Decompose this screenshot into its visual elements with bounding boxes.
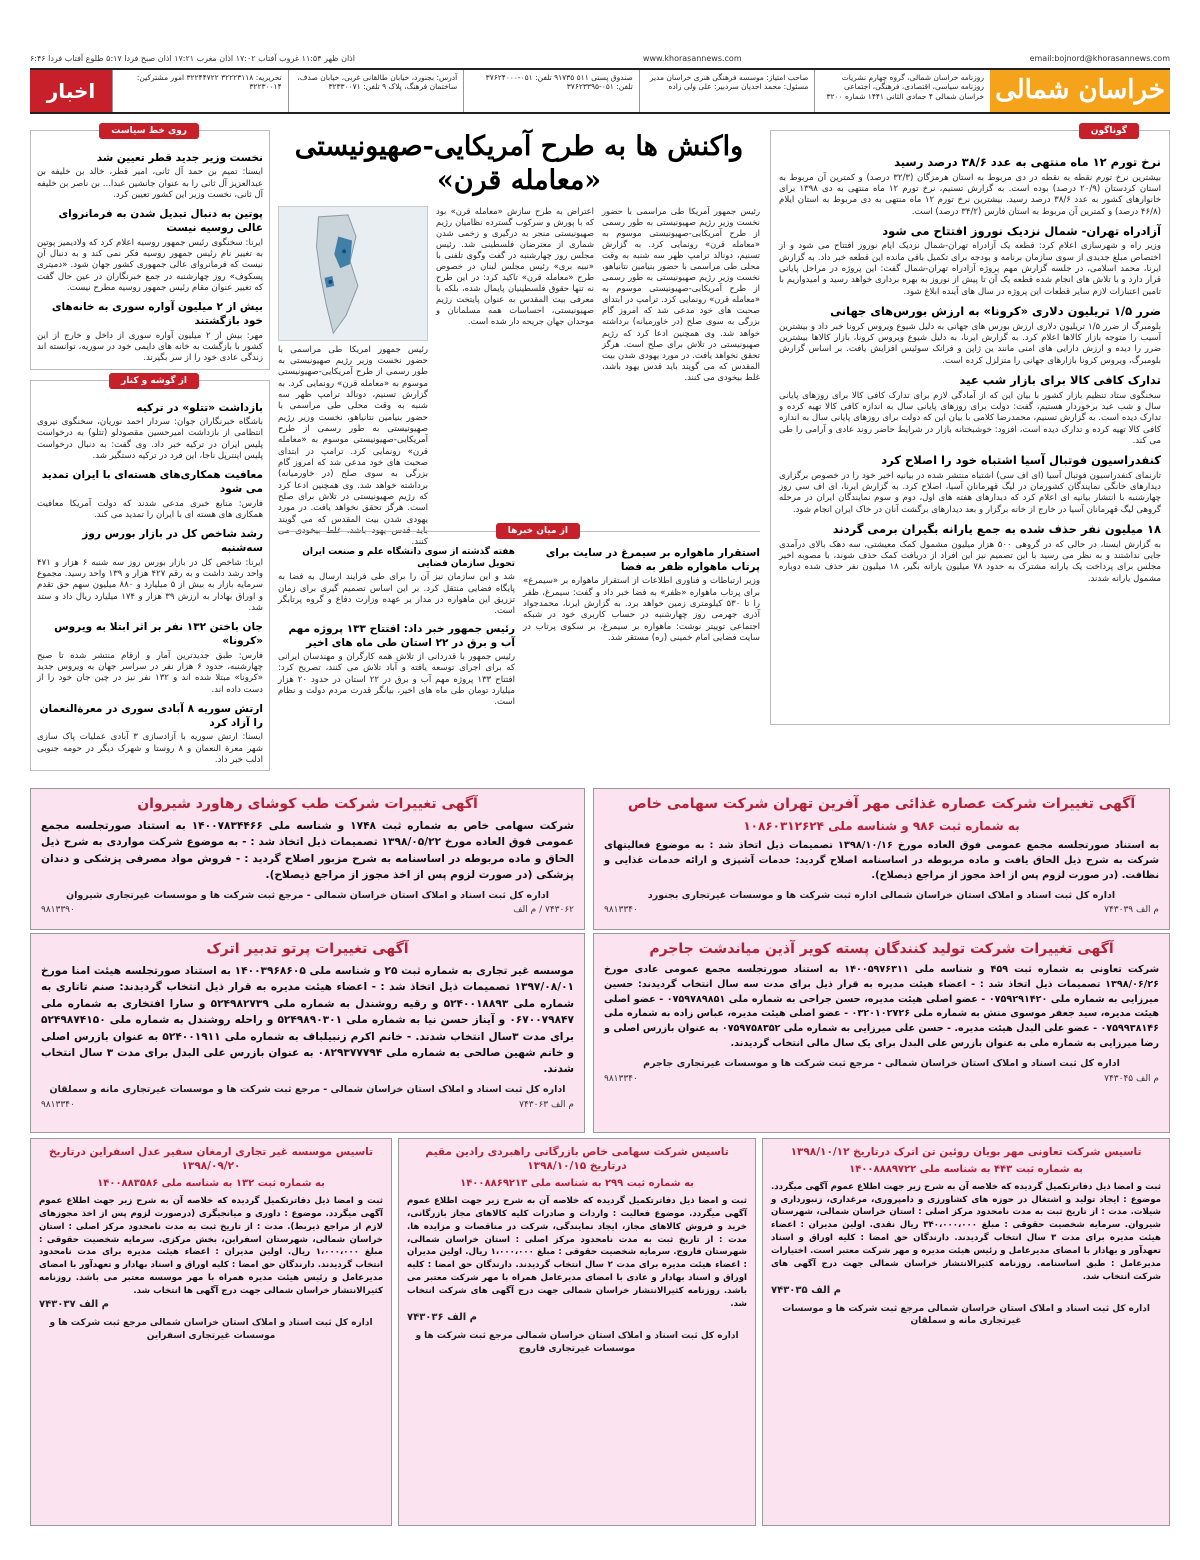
map-figure [278, 206, 428, 341]
news-body: به گزارش ایسنا، در حالی که در گروهی ۵۰۰ هزار میلیون مشمول کمک معیشتی، سه دهک بالای درآمدی جایی نداشتند و به نظر می رسید با این تصمیم نیز این افراد از دریافت کمک حذف شوند، با مصوبه اخیر مجلس برای پرداخت یک یارانه مشترک به حدود ۷۸ میلیون یارانه بگیر، ۱۸ میلیون نفر حذف شده دوباره مشمول یارانه شدند. [779, 539, 1162, 584]
news-body: وزیر راه و شهرسازی اعلام کرد: قطعه یک آزادراه تهران-شمال نزدیک ایام نوروز افتتاح می شود و از اختصاص مبلغ جدیدی از سوی سازمان برنامه و بودجه برای تکمیل باقی مانده این قطعه خبر داد. به گزارش ایرنا، محمد اسلامی، در جلسه گزارش مهم پروژه آزادراه تهران-شمال گفت: این پروژه در مراحل پایانی قرار دارد و با تلاش های انجام شده قطعه یک آن تا پیش از نوروز به بهره برداری خواهد رسید و امیدواریم با تامین اعتبارات لازم سایر قطعات این پروژه در سال های آینده ابلاغ شود. [779, 241, 1161, 297]
ad-footer: اداره کل ثبت اسناد و املاک استان خراسان شمالی اداره ثبت شرکت ها و موسسات غیرتجاری بجنورد [647, 889, 1116, 901]
ad-osareh-mehrafarin [593, 788, 1170, 930]
masthead [30, 68, 1170, 114]
ad-tracking: ۹۸۱۳۳۴۰ [604, 1073, 638, 1084]
masthead-info-5: تحریریه: ۳۲۲۲۳۱۱۸ ۳۲۲۴۴۷۲۲ امور مشترکین: ۳۲۲۳۰۰۱۴ [112, 70, 288, 112]
lead-headline[interactable]: واکنش ها به طرح آمریکایی-صهیونیستی [294, 131, 744, 162]
news-headline[interactable]: پوتین به دنبال تبدیل شدن به فرمانروای عالی روسیه نیست [58, 208, 263, 235]
ad-code: م الف ۷۴۳۰۴۵ [1104, 1073, 1159, 1084]
section-title: اخبار [46, 78, 96, 103]
ad-meta [41, 904, 574, 916]
ad-signature: اداره کل ثبت اسناد و املاک استان خراسان شمالی مرجع ثبت شرکت ها و موسسات غیرتجاری اسفراین [49, 1318, 373, 1341]
ad-radin-moghim [398, 1138, 756, 1526]
news-body: ایسنا: ارتش سوریه با آزادسازی ۳ آبادی عملیات پاک سازی شهر معرة النعمان و ۸ روستا و شهرک دیگر در حومه جنوبی ادلب خبر داد. [37, 732, 263, 766]
ad-code: م الف ۷۴۳۰۳۷ [39, 1298, 110, 1310]
ad-body: شرکت تعاونی به شماره ثبت ۴۵۹ و شناسه ملی ۱۴۰۰۵۹۷۶۳۱۱ به استناد صورتجلسه مجمع عمومی عادی مورخ ۱۳۹۸/۰۶/۲۶ تصمیمات ذیل اتخاذ شد : - اعضاء هیئت مدیره به قرار ذیل برای مدت سه سال انتخاب گردیدند: حسین میرزایی به شماره ملی ۰۷۵۹۲۹۱۴۲۰ - عضو اصلی هیئت مدیره، حسن جراحی به شماره ملی ۰۷۵۹۷۸۹۸۵۱ - عضو اصلی هیئت مدیره، سید جعفر موسوی منش به شماره ملی ۰۳۲۰۱۰۲۷۲۶ - عضو اصلی هیئت مدیره، عباس زاده به شماره ملی ۰۷۵۹۹۳۸۱۴۶ - عضو علی البدل هیئت مدیره. - حسن علی میرزایی به شماره ملی ۰۷۵۹۷۵۸۳۵۲ به عنوان بازرس اصلی و رضا میرزایی به شماره ملی به عنوان بازرس علی البدل برای یک سال مالی انتخاب گردیدند. [604, 963, 1160, 1050]
ad-tebkousha [30, 788, 585, 930]
news-headline[interactable]: آزادراه تهران- شمال نزدیک نوروز افتتاح می شود [882, 223, 1161, 238]
news-headline[interactable]: تدارک کافی کالا برای بازار شب عید [959, 373, 1161, 388]
in-brief-kicker: از میان خبرها [496, 523, 580, 539]
website[interactable]: www.khorasannews.com [642, 53, 742, 63]
ad-code: م الف ۷۴۳۰۳۶ [407, 1311, 478, 1323]
ad-tracking: ۹۸۱۳۳۹۰ [41, 905, 75, 916]
brief-headline[interactable]: استقرار ماهواره بر سیمرغ در سایت برای پرتاب ماهواره ظفر به فضا [545, 547, 760, 574]
ad-title: آگهی تغییرات شرکت طب کوشای رهاورد شیروان [137, 796, 478, 812]
news-headline[interactable]: بازداشت «تتلو» در ترکیه [136, 401, 263, 414]
masthead-info-1: روزنامه خراسان شمالی، گروه چهارم نشریات روزنامه سیاسی، اقتصادی، فرهنگی، اجتماعی خراسان شمالی ۴ جمادی الثانی ۱۴۴۱ شماره ۳۲۰۰ [814, 70, 990, 112]
news-item [779, 373, 1161, 447]
brief-col-right [523, 542, 760, 709]
ad-code: ۷۴۳۰۶۲ / م الف [513, 905, 574, 916]
masthead-info-3: صندوق پستی ۵۱۱ ۹۱۷۳۵ تلفن: ۰۵۱-۳۷۶۲۴۰۰۰ تلفن: ۰۵۱-۳۷۶۲۳۳۹۵ [463, 70, 639, 112]
ad-meta [604, 1073, 1159, 1085]
lead-subheadline: «معامله قرن» [436, 164, 602, 196]
section-label [30, 70, 112, 112]
ad-meta [41, 1099, 574, 1111]
news-headline[interactable]: بیش از ۲ میلیون آواره سوری به خانه‌های خود بازگشتند [51, 301, 263, 328]
ad-title: تاسیس شرکت تعاونی مهر بویان روئین تن اترک درتاریخ ۱۳۹۸/۱۰/۱۲ [790, 1146, 1142, 1158]
brief-body: رئیس جمهور با قدردانی از تلاش همه کارگران و مهندسان ایرانی که برای اجرای توسعه یافته و آباد تلاش می کنند، تصریح کرد: افتتاح ۱۳۳ پروژه مهم آب و برق در ۲۲ استان در حدود ۲۰ هزار میلیارد تومان طی ماه های اخیر، بیانگر قدرت مردم دولت و نظام است. [278, 652, 515, 708]
ad-body: ثبت و امضا ذیل دفاترتکمیل گردیده که خلاصه آن به شرح زیر جهت اطلاع عموم آگهی میگردد. موضوع : داوری و میانجیگری (درصورت لزوم پس از اخذ مجوزهای لازم از مراجع ذیربط). مدت : از تاریخ ثبت به مدت نامحدود مرکز اصلی : استان خراسان شمالی، شهرستان اسفراین، بخش مرکزی. سرمایه شخصیت حقوقی : مبلغ ۱،۰۰۰،۰۰۰ ریال. اولین مدیران : اعضاء هیئت مدیره برای مدت نامحدود انتخاب گردیدند. دارندگان حق امضا : کلیه اوراق و اسناد بهادار و تعهدآور با امضای مدیرعامل و رئیس هیئت مدیره همراه با مهر موسسه معتبر می باشد. روزنامه کثیرالانتشار خراسان شمالی جهت درج آگهی ها انتخاب شد. [39, 1195, 383, 1297]
lead-article-text-a: رئیس جمهور آمریکا طی مراسمی با حضور نخست وزیر رژیم صهیونیستی به طور رسمی از طرح آمریکایی-صهیونیستی موسوم به «معامله قرن» رونمایی کرد. به گزارش تسنیم، دونالد ترامپ ظهر سه شنبه به وقت محلی طی مراسمی با حضور بنیامین نتانیاهو، نخست وزیر رژیم صهیونیستی به طور رسمی از طرح آمریکایی-صهیونیستی موسوم به «معامله قرن» رونمایی کرد. ترامپ در ابتدای صحبت های خود مدعی شد که امروز گام بزرگی به سوی صلح (در خاورمیانه) برداشته خواهد شد. وی همچنین ادعا کرد که رژیم صهیونیستی در تلاش برای صلح است. هرگز تحقق نخواهد یافت. در مورد یهودی شدن بیت المقدس که می گویند باید قدس یهود باشد، غلط بیخودی می کنند. [602, 205, 760, 382]
news-headline[interactable]: نخست وزیر جدید قطر تعیین شد [96, 152, 263, 164]
ad-signature: اداره کل ثبت اسناد و املاک استان خراسان شمالی مرجع ثبت شرکت ها و موسسات غیرتجاری مانه و سملقان [782, 1304, 1150, 1327]
news-headline[interactable]: کنفدراسیون فوتبال آسیا اشتباه خود را اصلاح کرد [881, 453, 1161, 468]
news-body: ایرنا: شاخص کل در بازار بورس روز سه شنبه ۶ هزار و ۴۷۱ واحد رشد داشت و به رقم ۴۲۷ هزار و ۱۳۹ واحد رسید. مجموع سرمایه بازار به بیش از ۵ میلیارد و ۸۸۰ میلیون سهم حق تقدم و اوراق بهادار به ارزش ۳۹ هزار و ۱۷۴ میلیارد ریال داد و ستد شد. [37, 557, 264, 613]
news-body: باشگاه خبرنگاران جوان: سردار احمد نوریان، سخنگوی نیروی انتظامی از بازداشت امیرحسین مقصودلو (تتلو) به درخواست پلیس ایران در ترکیه خبر داد. وی گفت: به دنبال درخواست پلیس اینترپل ناجا، این فرد در ترکیه دستگیر شد. [37, 416, 263, 461]
ad-footer: اداره کل ثبت اسناد و املاک استان خراسان شمالی - مرجع ثبت شرکت ها و موسسات غیرتجاری مانه و سملقان [49, 1083, 566, 1095]
ad-title: تاسیس موسسه غیر تجاری ارمغان سفیر عدل اسفراین درتاریخ ۱۳۹۸/۰۹/۲۰ [48, 1146, 374, 1173]
misc-news-column [770, 126, 1170, 725]
newspaper-logo [990, 70, 1170, 112]
masthead-info-4: آدرس: بجنورد، خیابان طالقانی غربی، خیابان صدف، ساختمان فرهنگ، پلاک ۹ تلفن: ۳۲۳۳۰۰۷۱ [288, 70, 464, 112]
ad-armaghan-safir [30, 1138, 392, 1526]
ad-body: ثبت و امضا ذیل دفاترتکمیل گردیده که خلاصه آن به شرح زیر جهت اطلاع عموم آگهی میگردد. موضوع فعالیت : واردات و صادرات کلیه کالاهای مجاز بازرگانی، خرید و فروش کالاهای مجاز، ایجاد نمایندگی، شرکت در مناقصات و مزایده ها. مدت : از تاریخ ثبت به مدت نامحدود مرکز اصلی : استان خراسان شمالی، شهرستان فاروج. سرمایه شخصیت حقوقی : مبلغ ۱،۰۰۰،۰۰۰ ریال. اولین مدیران : اعضاء هیئت مدیره برای مدت ۲ سال انتخاب گردیدند. دارندگان حق امضا : کلیه اوراق و اسناد بهادار و عادی با امضای مدیرعامل همراه با مهر شرکت معتبر می باشد. روزنامه کثیرالانتشار خراسان شمالی جهت درج آگهی های شرکت انتخاب شد. [407, 1195, 747, 1309]
ad-title: آگهی تغییرات شرکت عصاره غذائی مهر آفرین تهران شرکت سهامی خاص [627, 796, 1136, 812]
news-body: سخنگوی ستاد تنظیم بازار کشور با بیان این که از آمادگی لازم برای تدارک کافی کالا برای روزهای پایانی سال و شب عید برخوردار هستیم، گفت: دولت برای روزهای پایانی سال به اندازه کافی کالا تهیه کرده و تدارک دیده است. به گزارش تسنیم، محمدرضا کلامی با بیان این که دولت برای روزهای پایانی سال به اندازه کافی کالا تهیه کرده و تدارک دیده است، افزود: خوشبختانه بازار در شرایط حاضر روند عادی و آرامی را طی می کند. [779, 390, 1161, 446]
brief-headline[interactable]: هفته گذشته از سوی دانشگاه علم و صنعت ایران تحویل سازمان فضایی [302, 547, 515, 570]
news-body: تارنمای کنفدراسیون فوتبال آسیا (ای اف سی) اشتباه منتشر شده در بیانیه اخیر خود را در خصوص برگزاری دیدارهای خانگی نمایندگان کشورمان در لیگ قهرمانان آسیا، اصلاح کرد. به گزارش ایرنا، ای اف سی روز چهارشنبه با انتشار بیانیه ای اعلام کرد که دیدارهای هفته های اول، دوم و سوم نمایندگان ایران در مرحله گروهی لیگ قهرمانان آسیا در خارج از خانه برگزار و بعد دیدارهای برگشت آنان در خاک ایران انجام شود. [779, 470, 1161, 515]
news-item [779, 453, 1161, 516]
news-body: ایرنا: سخنگوی رئیس جمهور روسیه اعلام کرد که ولادیمیر پوتین به تغییر نام رئیس جمهور روسیه فکر نمی کند و به دنبال آن نیست که فرمانروای عالی جمهوری کشور جهان شود. «دمیتری پسکوف» روز چهارشنبه در جمع خبرنگاران در عین حال گفت که تغییر عنوان مقام رئیس جمهور روسیه مطرح نیست. [37, 237, 263, 293]
ad-body: به استناد صورتجلسه مجمع عمومی فوق العاده مورخ ۱۳۹۸/۱۰/۱۶ تصمیمات ذیل اتخاذ شد : به موضوع فعالیتهای شرکت به شرح ذیل الحاق یافت و ماده مربوطه در اساسنامه اصلاح گردید: خدمات آشپزی و ارائه خدمات غذایی و نظافت. (در صورت لزوم پس از اخذ مجوز از مراجع ذیصلاح). [604, 840, 1159, 882]
news-headline[interactable]: ارتش سوریه ۸ آبادی سوری در معرة‌النعمان را آزاد کرد [39, 703, 263, 730]
ad-subtitle: به شماره ثبت ۲۹۹ به شناسه ملی ۱۴۰۰۸۸۶۹۲۱۳ [460, 1178, 694, 1190]
lead-article-text-b: اعتراض به طرح سازش «معامله قرن» بود که با پورش و سرکوب گسترده نظامیان رژیم صهیونیستی منجر به درگیری و زخمی شدن شماری از معترضان فلسطینی شد. رئیس مجلس روز چهارشنبه در گفت وگوی تلفنی با «نبیه بری» رئیس مجلس لبنان در خصوص طرح «معامله قرن» تاکید کرد: در این طرح نه تنها حقوق فلسطینیان پایمال شده، بلکه با معرفی بیت المقدس به عنوان پایتخت رژیم صهیونیستی، احساسات همه مسلمانان و موحدان جهان جریحه دار شده است. [436, 205, 594, 327]
ad-tracking: ۹۸۱۳۳۴۰ [604, 905, 638, 916]
politics-box [30, 126, 270, 370]
news-body: ایسنا: تمیم بن حمد آل ثانی، امیر قطر، خالد بن خلیفه بن عبدالعزیز آل ثانی را به عنوان جانشین عبدا... بن ناصر بن خلیفه آل ثانی، نخست وزیر این کشور تعیین کرد. [37, 167, 263, 200]
ad-tracking: ۹۸۱۳۳۴۰ [41, 1099, 75, 1110]
brief-body: وزیر ارتباطات و فناوری اطلاعات از استقرار ماهواره بر «سیمرغ» برای پرتاب ماهواره «ظفر» به فضا خبر داد و گفت: سیمرغ، ظفر را تا ۵۳۰ کیلومتری زمین خواهد برد. به گزارش ایرنا، محمدجواد آذری جهرمی روز چهارشنبه در حساب کاربری خود در شبکه اجتماعی توییتر نوشت: ماهواره بر سیمرغ، بر سکوی پرتاب در سایت فضایی امام خمینی (ره) مستقر شد. [523, 576, 760, 644]
ad-mehrbouyan [762, 1138, 1170, 1526]
brief-headline[interactable]: رئیس جمهور خبر داد: افتتاح ۱۳۳ پروژه مهم آب و برق در ۲۲ استان طی ماه های اخیر [288, 622, 515, 649]
news-item [779, 522, 1161, 585]
news-headline[interactable]: رشد شاخص کل در بازار بورس روز سه‌شنبه [82, 528, 263, 555]
lead-article-continued: رئیس جمهور آمریکا طی مراسمی با حضور نخست وزیر رژیم صهیونیستی به طور رسمی از طرح آمریکایی-صهیونیستی موسوم به «معامله قرن» رونمایی کرد. به گزارش تسنیم، دونالد ترامپ ظهر سه شنبه به وقت محلی طی مراسمی با حضور بنیامین نتانیاهو، نخست وزیر رژیم صهیونیستی به طور رسمی از طرح آمریکایی-صهیونیستی موسوم به «معامله قرن» رونمایی کرد. ترامپ در ابتدای صحبت های خود مدعی شد که امروز گام بزرگی به سوی صلح (در خاورمیانه) برداشته خواهد شد. وی همچنین ادعا کرد که رژیم صهیونیستی در تلاش برای صلح است. هرگز تحقق نخواهد یافت. در مورد یهودی شدن بیت المقدس که می گویند باید قدس یهود باشد، غلط بیخودی می کنند. [278, 344, 428, 548]
news-body: مهر: بیش از ۲ میلیون آواره سوری از داخل و خارج از این کشور با بازگشت به خانه های دایمی خود در سوریه، توانسته اند زندگی عادی خود را از سر بگیرند. [37, 330, 263, 364]
news-body: بیشترین نرخ تورم نقطه به نقطه در دی مربوط به استان هرمزگان (۳۲/۳ درصد) و کمترین آن مربوط به استان کردستان (۲۰/۹ درصد) بوده است. به گزارش تسنیم، نرخ تورم ۱۲ ماه منتهی به دی ۱۳۹۸ برای خانوارهای کشور به عدد ۳۸/۶ درصد رسید. بیشترین نرخ تورم ۱۲ ماه منتهی به دی مربوط به استان ایلام (۴۶/۸ درصد) و کمترین آن مربوط به استان فارس (۳۴/۲ درصد) است. [779, 172, 1162, 217]
ad-signature: اداره کل ثبت اسناد و املاک استان خراسان شمالی مرجع ثبت شرکت ها و موسسات غیرتجاری فاروج [415, 1331, 739, 1354]
ad-body: موسسه غیر تجاری به شماره ثبت ۲۵ و شناسه ملی ۱۴۰۰۳۹۶۸۶۰۵ به استناد صورتجلسه هیئت امنا مورخ ۱۳۹۷/۰۸/۰۱ تصمیمات ذیل اتخاذ شد : - اعضاء هیئت مدیره به قرار ذیل انتخاب گردیدند: صنم تاتاری به شماره ملی ۵۲۴۰۰۱۸۸۹۳ و رقیه روشندل به شماره ملی ۵۲۴۹۸۲۷۳۹ و سارا افتخاری به شماره ملی ۰۶۷۰۰۷۹۸۴۷ و آیناز حسن نیا به شماره ملی ۵۲۴۹۸۹۰۳۰۱ و راحله روشندل به شماره ملی ۵۲۴۹۸۷۴۱۵۰ برای مدت ۳سال انتخاب شدند. - خانم اکرم زنبیلباف به شماره ملی ۵۲۴۰۰۱۹۱۱ به عنوان بازرس اصلی و خانم شهین صالحی به شماره ملی ۰۸۲۹۳۷۷۷۹۴ به عنوان بازرس علی البدل برای مدت ۳ سال انتخاب شدند. [41, 964, 575, 1076]
ad-partotadbir [30, 933, 585, 1133]
prayer-times: اذان ظهر ۱۱:۵۴ غروب آفتاب ۱۷:۰۲ اذان مغرب ۱۷:۲۱ اذان صبح فردا ۵:۱۷ طلوع آفتاب فردا ۶:۴۶ [30, 53, 355, 63]
ad-code: م الف ۷۴۳۰۶۳ [519, 1099, 574, 1110]
misc-news-kicker: گوناگون [1079, 123, 1139, 139]
ad-subtitle: به شماره ثبت ۴۴۳ به شناسه ملی ۱۴۰۰۸۸۸۹۷۲۲ [849, 1164, 1083, 1176]
in-brief-section [278, 526, 760, 709]
logo-text: خراسان شمالی [995, 75, 1165, 106]
news-headline[interactable]: معافیت همکاری‌های هسته‌ای با ایران تمدید می شود [41, 469, 263, 496]
misc-corner-box [30, 375, 270, 772]
news-item [779, 224, 1161, 298]
news-headline[interactable]: جان باختن ۱۳۲ نفر بر اثر ابتلا به ویروس «کرونا» [54, 621, 263, 648]
email[interactable]: email:bojnord@khorasannews.com [1029, 53, 1170, 63]
ad-code: م الف ۷۴۳۰۳۹ [1104, 905, 1159, 916]
ad-title: آگهی تغییرات شرکت تولید کنندگان پسته کویر آذین میاندشت جاجرم [649, 941, 1114, 957]
ad-body: ثبت و امضا ذیل دفاترتکمیل گردیده که خلاصه آن به شرح زیر جهت اطلاع عموم آگهی میگردد. موضوع : ایجاد تولید و اشتغال در حوزه های کشاورزی و دامپروری، مرغداری، زنبورداری و شیلات. مدت : از تاریخ ثبت به مدت نامحدود مرکز اصلی : استان خراسان شمالی، شهرستان شیروان. سرمایه شخصیت حقوقی : مبلغ ۳۴۰،۰۰۰،۰۰۰ ریال نقدی. اولین مدیران : اعضاء هیئت مدیره برای مدت ۳ سال انتخاب گردیدند. دارندگان حق امضا : کلیه اوراق و اسناد تعهدآور و بهادار با امضای مدیرعامل و رئیس هیئت مدیره و مهر شرکت معتبر است. اختیارات مدیرعامل : طبق اساسنامه. روزنامه کثیرالانتشار خراسان شمالی جهت درج آگهی های شرکت انتخاب شد. [771, 1181, 1161, 1282]
lead-article-column [278, 130, 760, 730]
politics-kicker: روی خط سیاست [99, 123, 199, 139]
ad-pesteh-kavir [593, 933, 1170, 1133]
ad-footer: اداره کل ثبت اسناد و املاک استان خراسان شمالی - مرجع ثبت شرکت ها و موسسات غیرتجاری جاجرم [643, 1058, 1120, 1070]
top-strip [30, 52, 1170, 66]
ad-title: تاسیس شرکت سهامی خاص بازرگانی راهبردی رادین مقیم درتاریخ ۱۳۹۸/۱۰/۱۵ [425, 1146, 729, 1173]
news-headline[interactable]: نرخ تورم ۱۲ ماه منتهی به عدد ۳۸/۶ درصد رسید [894, 155, 1161, 169]
misc-corner-kicker: از گوشه و کنار [109, 373, 199, 389]
news-headline[interactable]: ۱۸ میلیون نفر حذف شده به جمع یارانه بگیران برمی گردند [832, 522, 1161, 537]
brief-col-left [278, 542, 515, 709]
brief-body: شد و این سازمان نیز آن را برای طی فرایند ارسال به فضا به پایگاه فضایی منتقل کرد. بر این اساس تصمیم گیری برای زمان تزریق این ماهواره در مدار بر عهده وزارت دفاع و گروه پرتابگر است. [278, 572, 515, 617]
ad-title: آگهی تغییرات پرتو تدبیر اترک [206, 941, 409, 957]
in-brief-columns [278, 542, 760, 709]
ad-footer: اداره کل ثبت اسناد و املاک استان خراسان شمالی - مرجع ثبت شرکت ها و موسسات غیرتجاری شیروان [66, 889, 549, 901]
news-headline[interactable]: ضرر ۱/۵ تریلیون دلاری «کرونا» به ارزش بورس‌های جهانی [830, 304, 1161, 319]
ad-subtitle: به شماره ثبت ۹۸۶ و شناسه ملی ۱۰۸۶۰۳۱۲۶۲۴ [743, 818, 1020, 833]
ad-body: شرکت سهامی خاص به شماره ثبت ۱۷۴۸ و شناسه ملی ۱۴۰۰۷۸۳۴۴۶۶ به استناد صورتجلسه مجمع عمومی فوق العاده مورخ ۱۳۹۸/۰۵/۲۲ تصمیمات ذیل اتخاذ شد : - به موضوع شرکت مواردی به شرح ذیل الحاق و ماده مربوطه در اساسنامه به شرح مزبور اصلاح گردید : - فروش مواد مصرفی پزشکی و دندان پزشکی (در صورت لزوم پس از اخذ مجوز از مراجع ذیصلاح). [41, 819, 574, 882]
news-body: فارس: منابع خبری مدعی شدند که دولت آمریکا معافیت همکاری های هسته ای با ایران را تمدید می کند. [37, 498, 263, 520]
news-body: فارس: طبق جدیدترین آمار و ارقام منتشر شده تا صبح چهارشنبه، حدود ۶ هزار نفر در سراسر جهان به ویروس جدید «کرونا» مبتلا شده اند و ۱۳۲ نفر نیز در چین جان خود را از دست داده اند. [37, 650, 264, 695]
news-item [779, 304, 1161, 367]
map-illustration [279, 207, 427, 340]
ad-code: م الف ۷۴۳۰۳۵ [771, 1284, 842, 1296]
news-body: بلومبرگ از ضرر ۱/۵ تریلیون دلاری ارزش بورس های جهانی به دلیل شیوع ویروس کرونا خبر داد و بیشترین آسیب را متوجه بازار کالاها اعلام کرد. به گزارش ایرنا، به دلیل شیوع ویروس کرونا، بازار کالاها بیشترین ضرر را دیده و ارزش دارایی های امنی مانند ین ژاپن و فرانک سوئیس افزایش یافت. بر اساس گزارش بلومبرگ، ویروس کرونا بازارهای جهانی را متزلزل کرده است. [779, 321, 1161, 366]
news-item [779, 155, 1161, 218]
ad-subtitle: به شماره ثبت ۱۳۲ به شناسه ملی ۱۴۰۰۸۸۳۵۸۶ [97, 1178, 325, 1190]
masthead-info-2: صاحب امتیاز: موسسه فرهنگی هنری خراسان مدیر مسئول: محمد احدیان سردبیر: علی ولی زاده [639, 70, 815, 112]
ad-meta [604, 904, 1159, 916]
left-column [30, 126, 270, 766]
